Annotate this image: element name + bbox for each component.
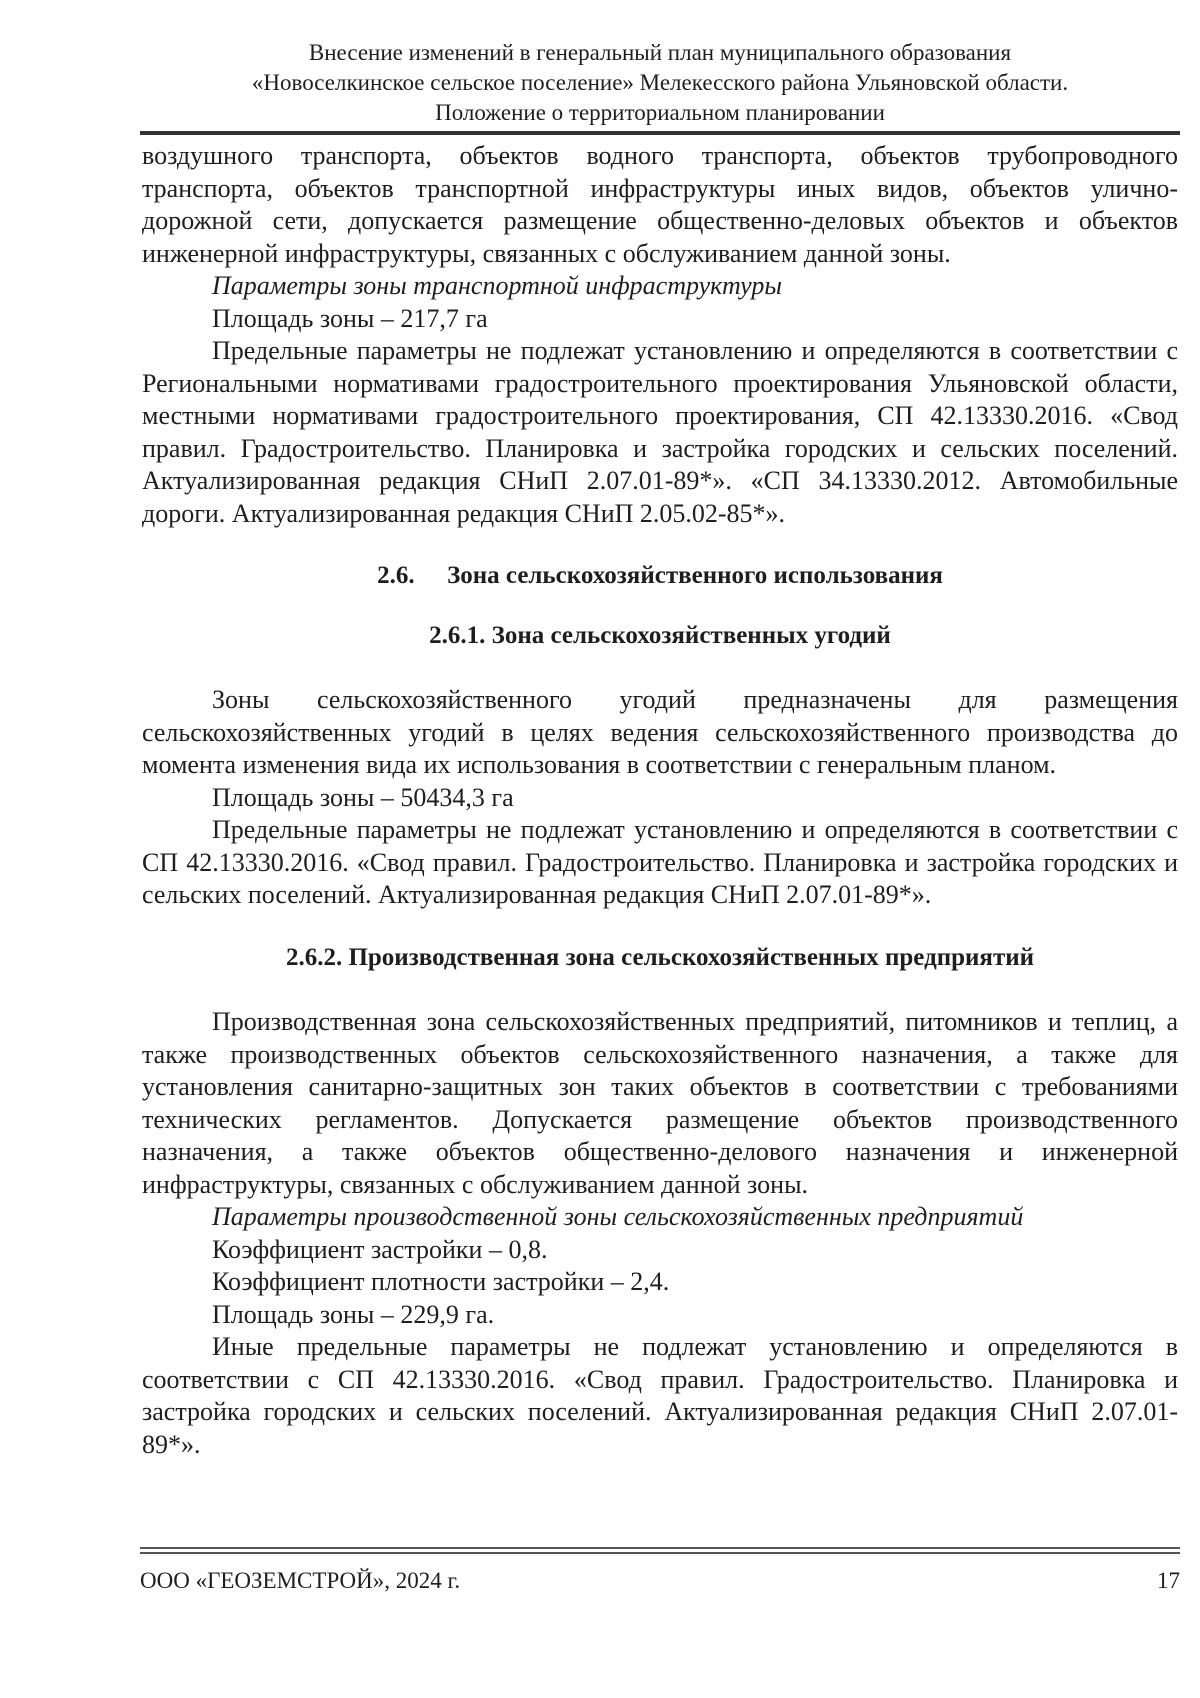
header-line-3: Положение о территориальном планировании — [435, 100, 885, 125]
page-header — [140, 38, 1180, 128]
section-2-6-number: 2.6. — [377, 562, 415, 589]
agri-lands-area: Площадь зоны – 50434,3 га — [212, 782, 514, 812]
footer-divider-bottom — [140, 1552, 1180, 1554]
transport-params-title: Параметры зоны транспортной инфраструктуры — [212, 271, 782, 300]
header-line-2: «Новоселкинское сельское поселение» Мелекесского района Ульяновской области. — [251, 70, 1069, 95]
page-body — [142, 140, 1178, 1461]
header-line-1: Внесение изменений в генеральный план муниципального образования — [308, 40, 1012, 65]
section-2-6-1-heading: 2.6.1. Зона сельскохозяйственных угодий — [429, 621, 891, 649]
footer-company: ООО «ГЕОЗЕМСТРОЙ», 2024 г. — [140, 1568, 461, 1593]
agri-production-area: Площадь зоны – 229,9 га. — [212, 1299, 495, 1329]
building-coefficient: Коэффициент застройки – 0,8. — [212, 1234, 548, 1264]
page-footer — [140, 1568, 1180, 1594]
header-divider — [140, 131, 1180, 135]
density-coefficient: Коэффициент плотности застройки – 2,4. — [212, 1267, 670, 1296]
agri-lands-purpose: Зоны сельскохозяйственного угодий предназначены для размещения сельскохозяйственных угодий в целях ведения сельскохозяйственного производства до момента изменения вида их использования в соответствии с генеральным планом. — [142, 685, 1178, 779]
transport-limits: Предельные параметры не подлежат установлению и определяются в соответствии с Региональными нормативами градостроительного проектирования Ульяновской области, местными нормативами градостроительного проектирования, СП 42.13330.2016. «Свод правил. Градостроительство. Планировка и застройка городских и сельских поселений. Актуализированная редакция СНиП 2.07.01-89*». «СП 34.13330.2012. Автомобильные дороги. Актуализированная редакция СНиП 2.05.02-85*». — [142, 336, 1178, 528]
transport-area: Площадь зоны – 217,7 га — [212, 303, 488, 333]
page-number: 17 — [1157, 1568, 1180, 1593]
agri-lands-limits: Предельные параметры не подлежат установлению и определяются в соответствии с СП 42.13330.2016. «Свод правил. Градостроительство. Планировка и застройка городских и сельских поселений. Актуализированная редакция СНиП 2.07.01-89*». — [142, 815, 1178, 909]
section-2-6-title: Зона сельскохозяйственного использования — [447, 562, 943, 589]
agri-production-purpose: Производственная зона сельскохозяйственных предприятий, питомников и теплиц, а также производственных объектов сельскохозяйственного назначения, а также для установления санитарно-защитных зон таких объектов в соответствии с требованиями технических регламентов. Допускается размещение объектов производственного назначения, а также объектов общественно-делового назначения и инженерной инфраструктуры, связанных с обслуживанием данной зоны. — [142, 1007, 1178, 1199]
section-2-6-heading — [142, 560, 1178, 593]
agri-production-params-title: Параметры производственной зоны сельскохозяйственных предприятий — [212, 1202, 1024, 1231]
agri-production-limits: Иные предельные параметры не подлежат установлению и определяются в соответствии с СП 42.13330.2016. «Свод правил. Градостроительство. Планировка и застройка городских и сельских поселений. Актуализированная редакция СНиП 2.07.01-89*». — [142, 1332, 1178, 1459]
footer-divider-top — [140, 1547, 1180, 1549]
intro-paragraph: воздушного транспорта, объектов водного транспорта, объектов трубопроводного транспорта, объектов транспортной инфраструктуры иных видов, объектов улично-дорожной сети, допускается размещение общественно-деловых объектов и объектов инженерной инфраструктуры, связанных с обслуживанием данной зоны. — [142, 141, 1178, 268]
section-2-6-2-heading: 2.6.2. Производственная зона сельскохозяйственных предприятий — [285, 943, 1035, 971]
